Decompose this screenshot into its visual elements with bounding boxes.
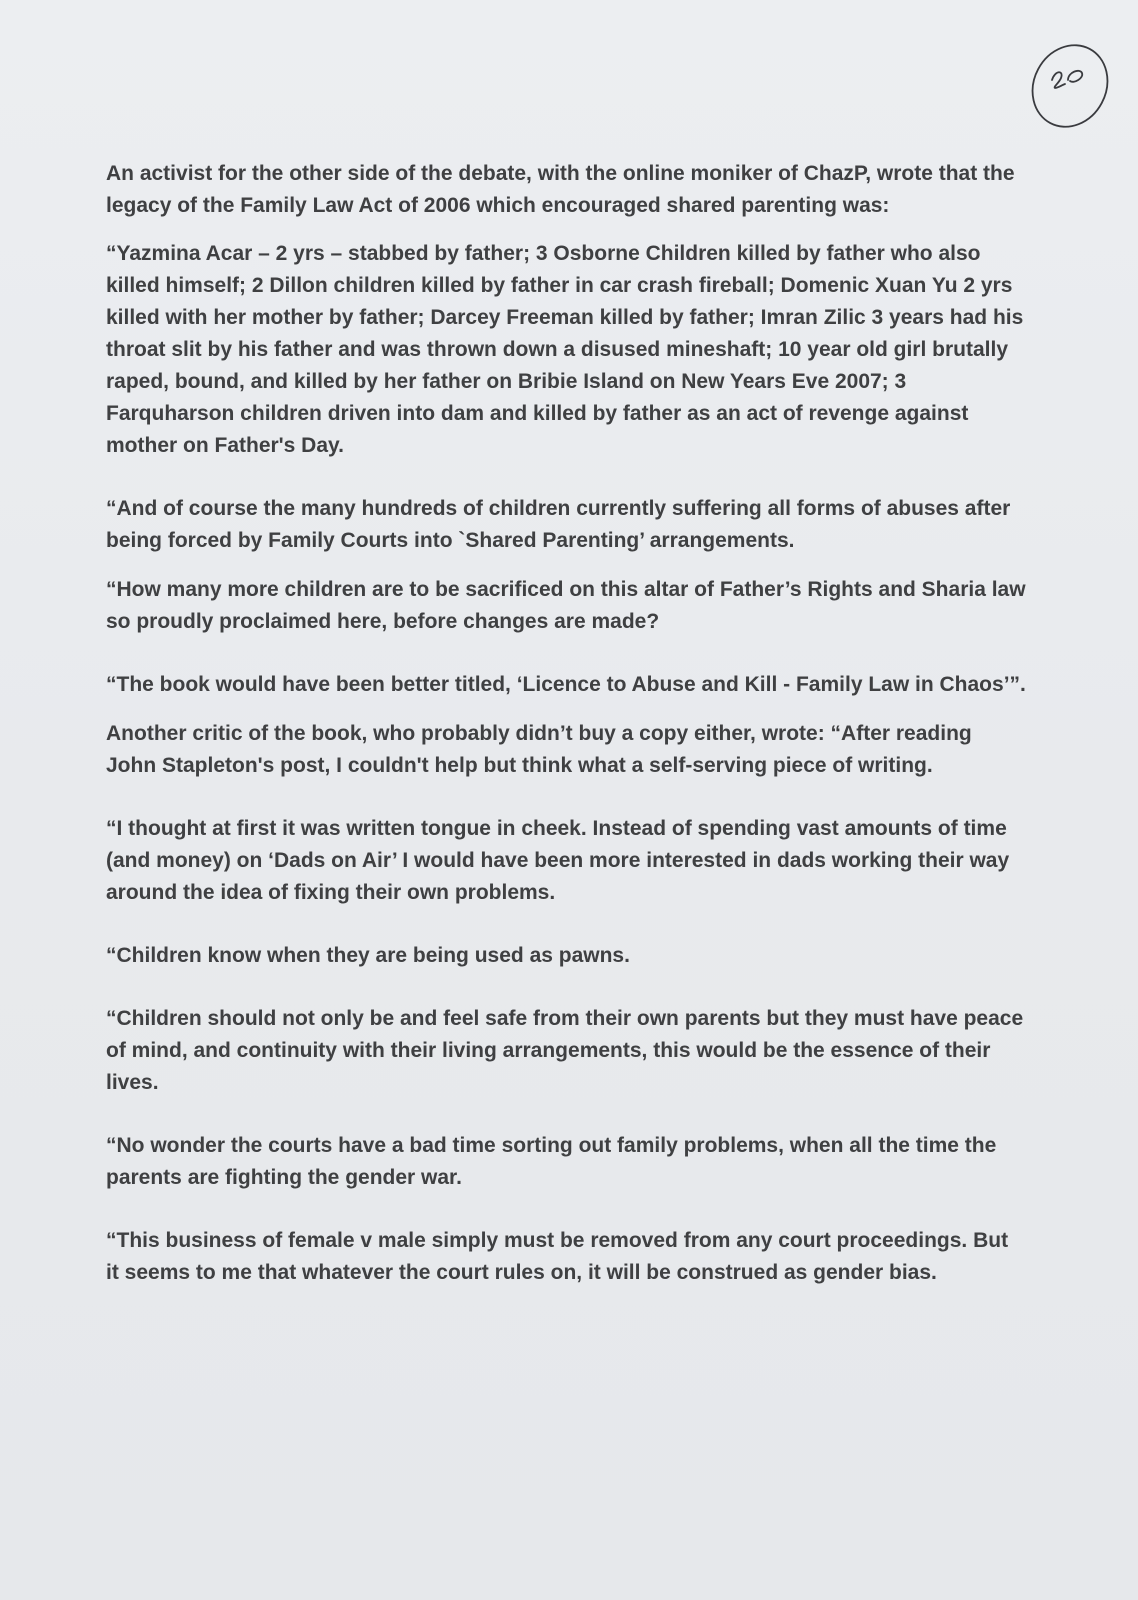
paragraph: “This business of female v male simply must be removed from any court proceedings. But it seems to me that whatever the court rules on, it will be construed as gender bias. [106, 1229, 1009, 1284]
paragraph: “Yazmina Acar – 2 yrs – stabbed by father; 3 Osborne Children killed by father who also killed himself; 2 Dillon children killed by father in car crash fireball; Domenic Xuan Yu 2 yrs killed with her mother by father; Darcey Freeman killed by father; Imran Zilic 3 years had his throat slit by his father and was thrown down a disused mineshaft; 10 year old girl brutally raped, bound, and killed by her father on Bribie Island on New Years Eve 2007; 3 Farquharson children driven into dam and killed by father as an act of revenge against mother on Father's Day. [106, 242, 1024, 457]
circled-number-icon [1024, 40, 1114, 130]
paragraph: “Children know when they are being used as pawns. [106, 944, 630, 967]
paragraph: “No wonder the courts have a bad time sorting out family problems, when all the time the parents are fighting the gender war. [106, 1134, 997, 1189]
body-text [106, 158, 1026, 1289]
paragraph: “I thought at first it was written tongue in cheek. Instead of spending vast amounts of time (and money) on ‘Dads on Air’ I would have been more interested in dads working their way around the idea of fixing their own problems. [106, 817, 1010, 904]
paragraph: Another critic of the book, who probably didn’t buy a copy either, wrote: “After reading John Stapleton's post, I couldn't help but think what a self-serving piece of writing. [106, 722, 972, 777]
paragraph: “The book would have been better titled, ‘Licence to Abuse and Kill - Family Law in Chaos’”. [106, 673, 1026, 696]
paragraph: “Children should not only be and feel safe from their own parents but they must have peace of mind, and continuity with their living arrangements, this would be the essence of their lives. [106, 1007, 1024, 1094]
paragraph: “How many more children are to be sacrificed on this altar of Father’s Rights and Sharia law so proudly proclaimed here, before changes are made? [106, 578, 1026, 633]
paragraph: “And of course the many hundreds of children currently suffering all forms of abuses after being forced by Family Courts into `Shared Parenting’ arrangements. [106, 497, 1011, 552]
handwritten-page-number [1024, 40, 1114, 130]
paragraph: An activist for the other side of the debate, with the online moniker of ChazP, wrote that the legacy of the Family Law Act of 2006 which encouraged shared parenting was: [106, 162, 1015, 217]
